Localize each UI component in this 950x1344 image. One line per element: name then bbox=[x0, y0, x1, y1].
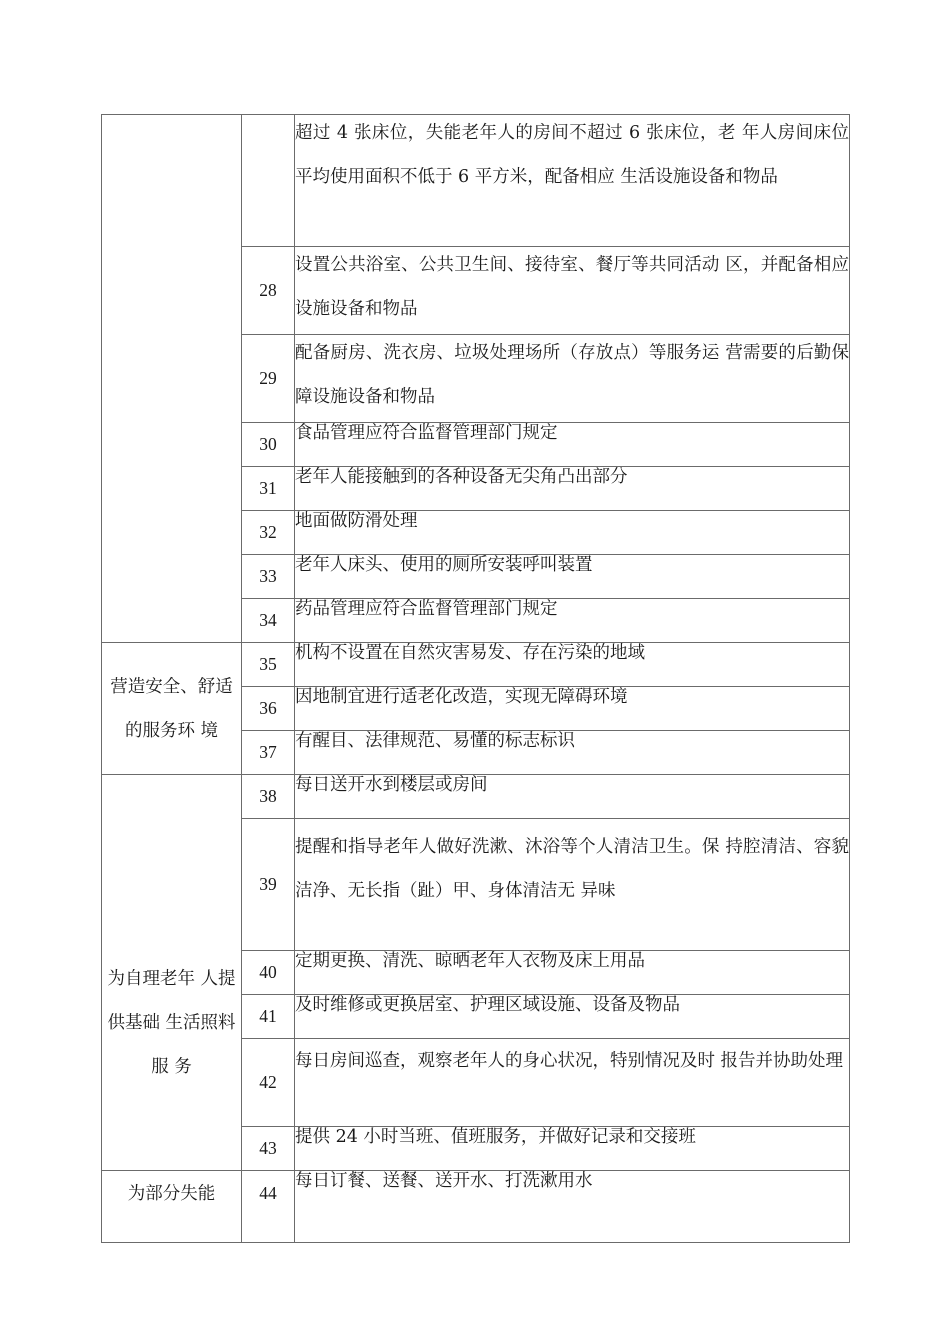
item-text: 每日送开水到楼层或房间 bbox=[295, 775, 850, 819]
category-cell-self-care: 为自理老年 人提供基础 生活照料服 务 bbox=[102, 775, 242, 1171]
item-text: 地面做防滑处理 bbox=[295, 511, 850, 555]
service-standard-table bbox=[101, 114, 850, 1243]
table-row bbox=[102, 1171, 850, 1243]
item-number: 28 bbox=[242, 247, 295, 335]
item-number: 32 bbox=[242, 511, 295, 555]
category-cell-empty bbox=[102, 115, 242, 643]
item-number: 38 bbox=[242, 775, 295, 819]
item-number: 36 bbox=[242, 687, 295, 731]
item-text: 配备厨房、洗衣房、垃圾处理场所（存放点）等服务运 营需要的后勤保障设施设备和物品 bbox=[295, 335, 850, 423]
item-text: 提醒和指导老年人做好洗漱、沐浴等个人清洁卫生。保 持腔清洁、容貌洁净、无长指（趾）甲、身体清洁无 异味 bbox=[295, 819, 850, 951]
item-number: 33 bbox=[242, 555, 295, 599]
item-number: 42 bbox=[242, 1039, 295, 1127]
table-row bbox=[102, 643, 850, 687]
item-text: 机构不设置在自然灾害易发、存在污染的地域 bbox=[295, 643, 850, 687]
item-number: 43 bbox=[242, 1127, 295, 1171]
item-number: 31 bbox=[242, 467, 295, 511]
item-number: 39 bbox=[242, 819, 295, 951]
table-row bbox=[102, 775, 850, 819]
item-number: 37 bbox=[242, 731, 295, 775]
item-text: 每日房间巡查，观察老年人的身心状况，特别情况及时 报告并协助处理 bbox=[295, 1039, 850, 1127]
item-text: 设置公共浴室、公共卫生间、接待室、餐厅等共同活动 区，并配备相应设施设备和物品 bbox=[295, 247, 850, 335]
item-text: 食品管理应符合监督管理部门规定 bbox=[295, 423, 850, 467]
item-number: 44 bbox=[242, 1171, 295, 1243]
item-number: 29 bbox=[242, 335, 295, 423]
item-text: 定期更换、清洗、晾晒老年人衣物及床上用品 bbox=[295, 951, 850, 995]
item-number: 34 bbox=[242, 599, 295, 643]
item-number: 35 bbox=[242, 643, 295, 687]
item-number: 41 bbox=[242, 995, 295, 1039]
item-number: 40 bbox=[242, 951, 295, 995]
item-text: 及时维修或更换居室、护理区域设施、设备及物品 bbox=[295, 995, 850, 1039]
item-text: 每日订餐、送餐、送开水、打洗漱用水 bbox=[295, 1171, 850, 1243]
item-text: 药品管理应符合监督管理部门规定 bbox=[295, 599, 850, 643]
item-number bbox=[242, 115, 295, 247]
item-text: 有醒目、法律规范、易懂的标志标识 bbox=[295, 731, 850, 775]
item-text: 老年人床头、使用的厕所安装呼叫装置 bbox=[295, 555, 850, 599]
item-number: 30 bbox=[242, 423, 295, 467]
category-cell-partial-disability: 为部分失能 bbox=[102, 1171, 242, 1243]
table-row bbox=[102, 115, 850, 247]
category-cell-safe-environment: 营造安全、舒适的服务环 境 bbox=[102, 643, 242, 775]
item-text: 老年人能接触到的各种设备无尖角凸出部分 bbox=[295, 467, 850, 511]
item-text: 因地制宜进行适老化改造，实现无障碍环境 bbox=[295, 687, 850, 731]
item-text: 提供 24 小时当班、值班服务，并做好记录和交接班 bbox=[295, 1127, 850, 1171]
item-text: 超过 4 张床位，失能老年人的房间不超过 6 张床位，老 年人房间床位平均使用面积不低于 6 平方米，配备相应 生活设施设备和物品 bbox=[295, 115, 850, 247]
